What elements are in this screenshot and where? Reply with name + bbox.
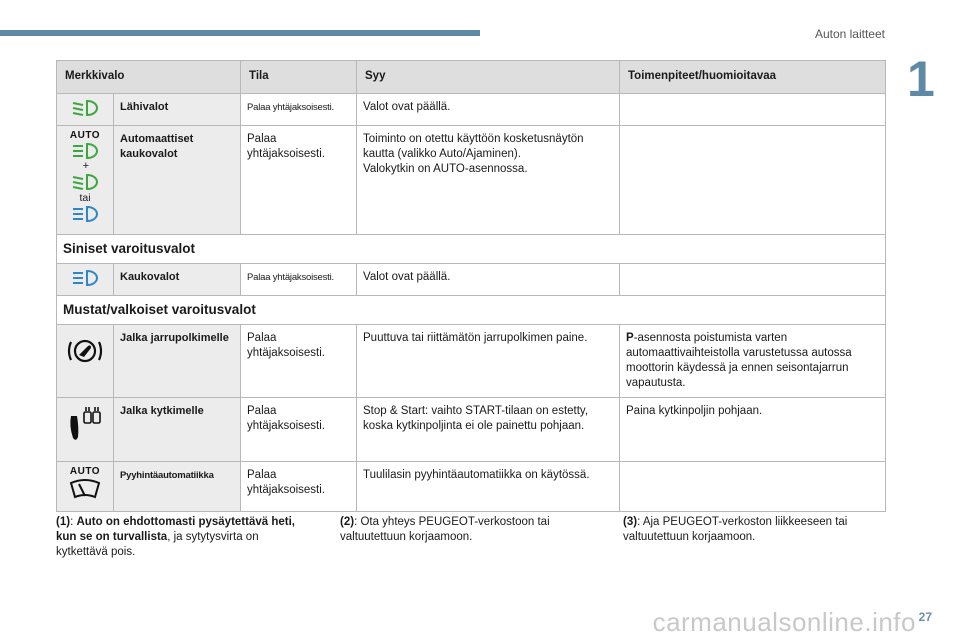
table-header-row — [57, 61, 886, 94]
light-name: Jalka jarrupolkimelle — [114, 325, 241, 398]
low-beam-icon — [70, 98, 100, 118]
section-title: Auton laitteet — [814, 27, 885, 41]
icon-cell — [57, 94, 114, 126]
action-text: -asennosta poistumista varten automaattivaihteistolla varustetussa autossa moottorin käydessä ja ennen seisontajarrun vapautusta. — [626, 332, 852, 389]
table-row — [57, 398, 886, 462]
auto-label: AUTO — [69, 130, 101, 141]
light-name: Lähivalot — [114, 94, 241, 126]
auto-label: AUTO — [69, 466, 101, 477]
column-header-action: Toimenpiteet/huomioitavaa — [620, 61, 886, 94]
light-action: Paina kytkinpoljin pohjaan. — [620, 398, 886, 462]
high-beam-icon — [70, 268, 100, 288]
footnote-marker: (1) — [56, 516, 71, 528]
footnote-1: (1): Auto on ehdottomasti pysäytettävä heti, kun se on turvallista, ja sytytysvirta on kytkettävä pois. — [56, 516, 295, 558]
light-cause: Valot ovat päällä. — [357, 94, 620, 126]
foot-on-brake-icon — [66, 335, 104, 367]
footnote-bold-text: Auto on ehdottomasti pysäytettävä heti, kun se on turvallista — [56, 516, 295, 543]
column-header-cause: Syy — [357, 61, 620, 94]
footnote-2 — [340, 515, 595, 545]
light-cause: Valot ovat päällä. — [357, 264, 620, 296]
column-header-state: Tila — [241, 61, 357, 94]
header-accent-bar — [0, 30, 480, 36]
icon-cell — [57, 462, 114, 512]
gear-position-p: P — [626, 332, 634, 344]
foot-on-clutch-icon — [65, 404, 105, 444]
table-row — [57, 264, 886, 296]
light-state: Palaa yhtäjaksoisesti. — [241, 462, 357, 512]
footnote-text: : Ota yhteys PEUGEOT-verkostoon tai valtuutettuun korjaamoon. — [340, 516, 550, 543]
light-name: Kaukovalot — [114, 264, 241, 296]
light-action — [620, 126, 886, 235]
light-state: Palaa yhtäjaksoisesti. — [241, 325, 357, 398]
light-action — [620, 94, 886, 126]
light-state: Palaa yhtäjaksoisesti. — [241, 126, 357, 235]
footnote-text: , ja sytytysvirta on kytkettävä pois. — [56, 531, 259, 558]
light-cause: Toiminto on otettu käyttöön kosketusnäytön kautta (valikko Auto/Ajaminen). Valokytkin on AUTO-asennossa. — [357, 126, 620, 235]
light-state: Palaa yhtäjaksoisesti. — [241, 264, 357, 296]
footnote-3 — [623, 515, 885, 545]
footnote-marker: (3) — [623, 516, 638, 528]
light-action — [620, 325, 886, 398]
table-row — [57, 94, 886, 126]
group-title-blue: Siniset varoitusvalot — [57, 235, 886, 264]
light-action — [620, 264, 886, 296]
group-title-black-white: Mustat/valkoiset varoitusvalot — [57, 296, 886, 325]
light-action — [620, 462, 886, 512]
group-row — [57, 296, 886, 325]
icon-cell — [57, 325, 114, 398]
column-header-light: Merkkivalo — [57, 61, 241, 94]
footnote-marker: (2) — [340, 516, 355, 528]
low-beam-icon — [70, 172, 100, 192]
icon-cell — [57, 126, 114, 235]
page-number: 27 — [918, 610, 932, 624]
light-cause: Stop & Start: vaihto START-tilaan on estetty, koska kytkinpoljinta ei ole painettu pohjaan. — [357, 398, 620, 462]
auto-wiper-icon — [68, 477, 102, 501]
icon-cell — [57, 398, 114, 462]
auto-high-beam-icon — [70, 141, 100, 161]
plus-sign: + — [82, 160, 89, 172]
warning-lights-table — [56, 60, 886, 512]
group-row — [57, 235, 886, 264]
chapter-number: 1 — [907, 51, 935, 107]
icon-cell — [57, 264, 114, 296]
table-row — [57, 126, 886, 235]
light-cause: Puuttuva tai riittämätön jarrupolkimen paine. — [357, 325, 620, 398]
light-name: Automaattiset kaukovalot — [114, 126, 241, 235]
high-beam-icon — [70, 204, 100, 224]
watermark: carmanualsonline.info — [652, 607, 916, 637]
light-cause: Tuulilasin pyyhintäautomatiikka on käytössä. — [357, 462, 620, 512]
or-label: tai — [79, 192, 91, 204]
table-row — [57, 462, 886, 512]
table-row — [57, 325, 886, 398]
footnote-text: : Aja PEUGEOT-verkoston liikkeeseen tai valtuutettuun korjaamoon. — [623, 516, 848, 543]
light-name: Jalka kytkimelle — [114, 398, 241, 462]
light-state: Palaa yhtäjaksoisesti. — [241, 94, 357, 126]
light-name: Pyyhintäautomatiikka — [114, 462, 241, 512]
light-state: Palaa yhtäjaksoisesti. — [241, 398, 357, 462]
